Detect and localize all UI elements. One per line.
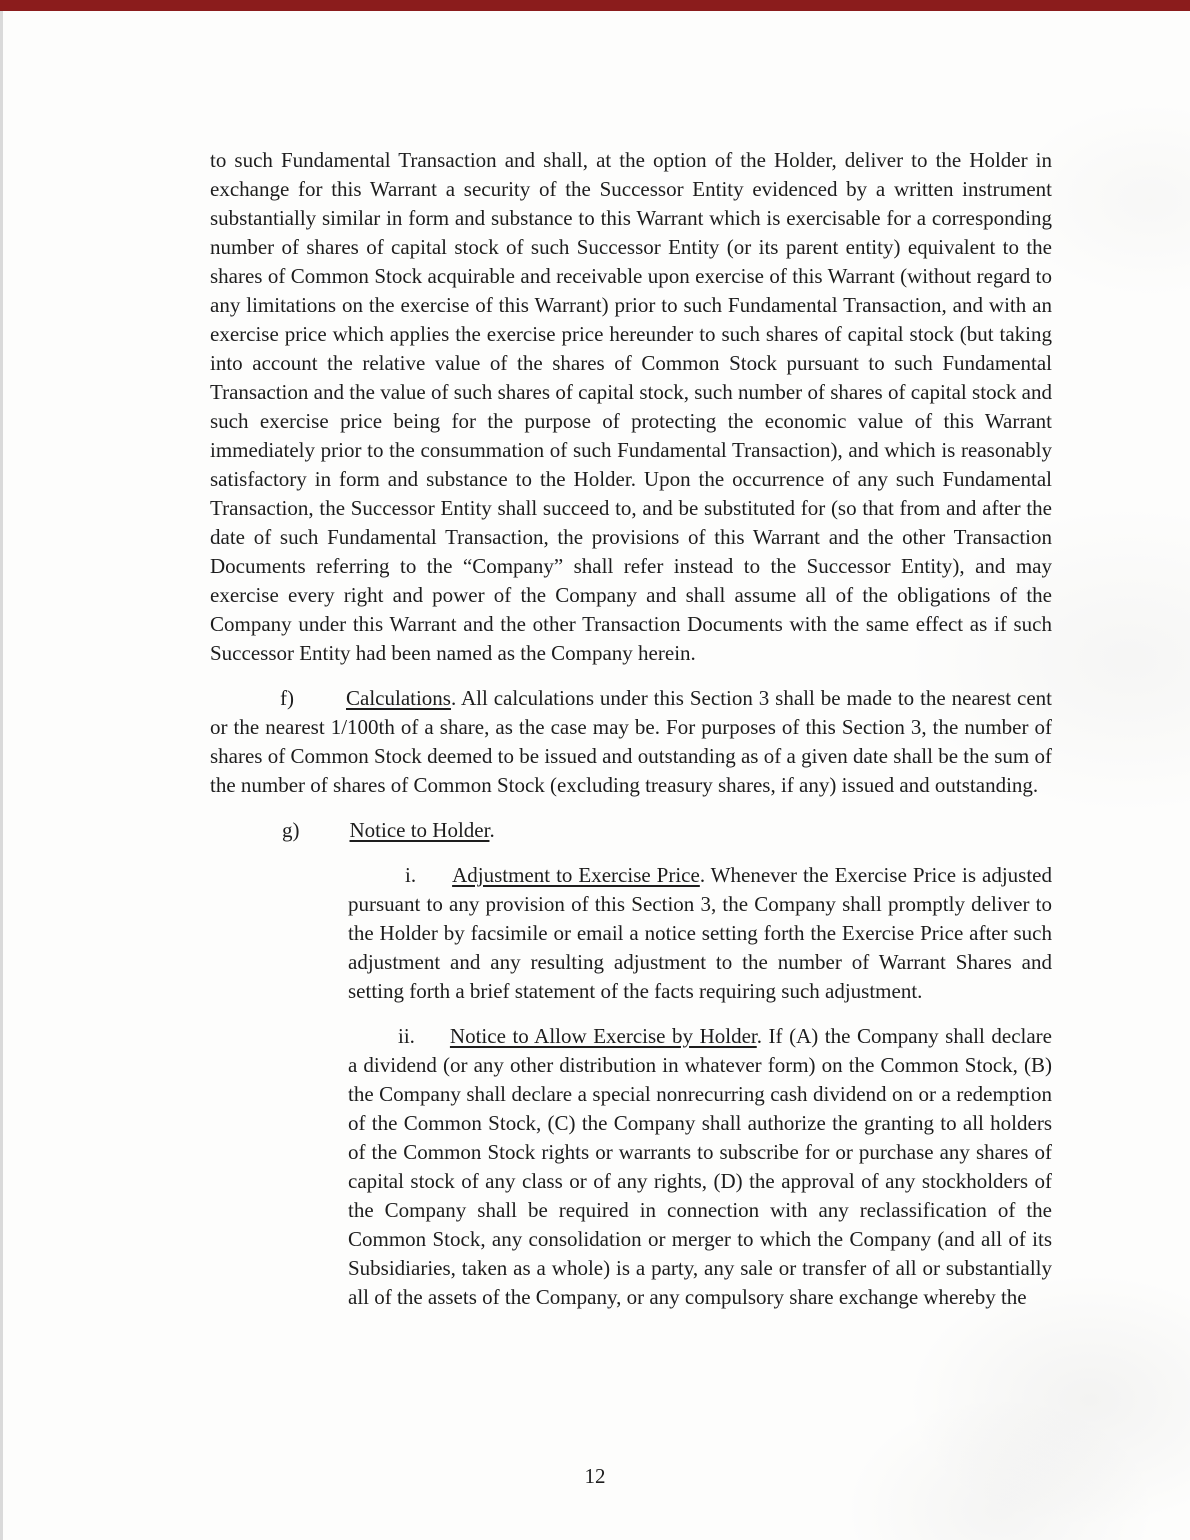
item-i-heading: Adjustment to Exercise Price (452, 863, 700, 887)
section-f-body: . All calculations under this Section 3 shall be made to the nearest cent or the nearest 1/100th of a share, as the case may be. For purposes of this Section 3, the number of shares of Common Stock deemed to be issued and outstanding as of a given date shall be the sum of the number of shares of Common Stock (excluding treasury shares, if any) issued and outstanding. (210, 686, 1052, 797)
section-g-period: . (489, 818, 495, 842)
section-g-label: g) (282, 818, 300, 842)
section-f-label: f) (280, 686, 294, 710)
item-i-label: i. (405, 863, 417, 887)
section-f-calculations (210, 684, 1052, 800)
paragraph-fundamental-transaction: to such Fundamental Transaction and shall, at the option of the Holder, deliver to the Holder in exchange for this Warrant a security of the Successor Entity evidenced by a written instrument substantially similar in form and substance to this Warrant which is exercisable for a corresponding number of shares of capital stock of such Successor Entity (or its parent entity) equivalent to the shares of Common Stock acquirable and receivable upon exercise of this Warrant (without regard to any limitations on the exercise of this Warrant) prior to such Fundamental Transaction, and with an exercise price which applies the exercise price hereunder to such shares of capital stock (but taking into account the relative value of the shares of Common Stock pursuant to such Fundamental Transaction and the value of such shares of capital stock, such number of shares of capital stock and such exercise price being for the purpose of protecting the economic value of this Warrant immediately prior to the consummation of such Fundamental Transaction), and which is reasonably satisfactory in form and substance to the Holder. Upon the occurrence of any such Fundamental Transaction, the Successor Entity shall succeed to, and be substituted for (so that from and after the date of such Fundamental Transaction, the provisions of this Warrant and the other Transaction Documents referring to the “Company” shall refer instead to the Successor Entity), and may exercise every right and power of the Company and shall assume all of the obligations of the Company under this Warrant and the other Transaction Documents with the same effect as if such Successor Entity had been named as the Company herein. (210, 148, 1052, 665)
item-ii-label: ii. (398, 1024, 415, 1048)
item-ii-notice-to-allow-exercise (348, 1022, 1052, 1312)
section-f-heading: Calculations (346, 686, 451, 710)
section-g-notice-to-holder (210, 816, 1052, 845)
item-ii-body: . If (A) the Company shall declare a dividend (or any other distribution in whatever form) on the Common Stock, (B) the Company shall declare a special nonrecurring cash dividend on or a redemption of the Common Stock, (C) the Company shall authorize the granting to all holders of the Common Stock rights or warrants to subscribe for or purchase any shares of capital stock of any class or of any rights, (D) the approval of any stockholders of the Company shall be required in connection with any reclassification of the Common Stock, any consolidation or merger to which the Company (and all of its Subsidiaries, taken as a whole) is a party, any sale or transfer of all or substantially all of the assets of the Company, or any compulsory share exchange whereby the (348, 1024, 1052, 1309)
scan-artifact-left-edge (0, 11, 3, 1540)
scan-artifact-top-edge (0, 0, 1190, 11)
item-i-adjustment-to-exercise-price (348, 861, 1052, 1006)
item-ii-heading: Notice to Allow Exercise by Holder (449, 1024, 757, 1048)
item-i-body: . Whenever the Exercise Price is adjusted pursuant to any provision of this Section 3, the Company shall promptly deliver to the Holder by facsimile or email a notice setting forth the Exercise Price after such adjustment and any resulting adjustment to the number of Warrant Shares and setting forth a brief statement of the facts requiring such adjustment. (348, 863, 1052, 1003)
notice-subsections (348, 861, 1052, 1312)
section-g-heading: Notice to Holder (349, 818, 490, 842)
page-body (210, 146, 1052, 1328)
page-number: 12 (584, 1464, 606, 1488)
